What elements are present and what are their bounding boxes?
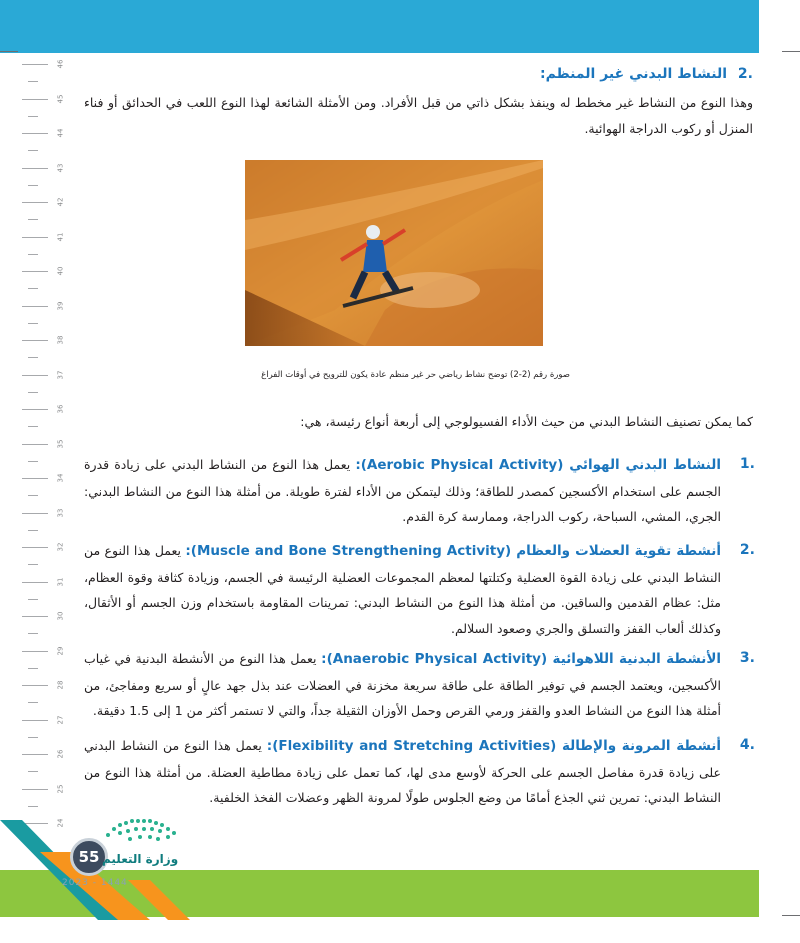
figure-caption: صورة رقم (2-2) توضح نشاط رياضي حر غير منظم عادة يكون للترويح في أوقات الفراغ (261, 370, 570, 380)
ruler-major-tick (22, 513, 48, 514)
ruler-major-tick (22, 789, 48, 790)
ruler-major-tick (22, 306, 48, 307)
ruler-major-tick (22, 478, 48, 479)
type-number: .4 (739, 737, 755, 753)
type-item-aerobic (84, 452, 753, 530)
ruler-number: 37 (56, 370, 65, 379)
ruler-minor-tick (28, 323, 38, 324)
ruler-major-tick (22, 168, 48, 169)
ruler-minor-tick (28, 116, 38, 117)
type-item-flexibility (84, 733, 753, 811)
section-heading (84, 66, 753, 82)
ruler-major-tick (22, 754, 48, 755)
ruler-minor-tick (28, 668, 38, 669)
ruler-number: 45 (56, 94, 65, 103)
ruler-number: 29 (56, 646, 65, 655)
ruler-number: 41 (56, 232, 65, 241)
ruler-major-tick (22, 375, 48, 376)
ruler-minor-tick (28, 81, 38, 82)
sandboarding-illustration (245, 160, 543, 346)
section-title: النشاط البدني غير المنظم: (539, 66, 728, 82)
ruler-minor-tick (28, 461, 38, 462)
ruler-minor-tick (28, 633, 38, 634)
ruler-major-tick (22, 99, 48, 100)
crop-mark (782, 51, 800, 52)
ruler-number: 34 (56, 473, 65, 483)
type-number: .1 (739, 456, 755, 472)
ruler-major-tick (22, 547, 48, 548)
ruler-number: 39 (56, 301, 65, 310)
type-title: أنشطة تقوية العضلات والعظام (Muscle and Bone Strengthening Activity): (185, 543, 721, 559)
ruler-major-tick (22, 409, 48, 410)
type-item-strength (84, 538, 753, 641)
ruler-number: 28 (56, 680, 65, 690)
ruler-number: 30 (56, 611, 65, 621)
section-paragraph: وهذا النوع من النشاط غير مخطط له وينفذ بشكل ذاتي من قبل الأفراد. ومن الأمثلة الشائعة لهذا النوع اللعب في الحدائق أو فناء المنزل أو ركوب الدراجة الهوائية. (84, 95, 753, 136)
ruler-number: 33 (56, 508, 65, 517)
type-title: أنشطة المرونة والإطالة (Flexibility and Stretching Activities): (266, 738, 721, 754)
ruler-number: 27 (56, 715, 65, 724)
ruler-major-tick (22, 444, 48, 445)
ruler-number: 38 (56, 335, 65, 345)
intro-paragraph: كما يمكن تصنيف النشاط البدني من حيث الأداء الفسيولوجي إلى أربعة أنواع رئيسة، هي: (300, 414, 753, 429)
ruler-major-tick (22, 133, 48, 134)
type-text: يعمل هذا النوع من النشاط البدني على زيادة قدرة الجسم على استخدام الأكسجين كمصدر للطاقة؛ وذلك ليتمكن من الأداء لفترة طويلة. من أمثلة هذا النوع من النشاط البدني: الجري، المشي، السباحة، ركوب الدراجة، وممارسة كرة القدم. (84, 457, 721, 524)
type-title: النشاط البدني الهوائي (Aerobic Physical Activity): (355, 457, 722, 473)
type-number: .3 (739, 650, 755, 666)
ruler-number: 42 (56, 197, 65, 207)
ruler-major-tick (22, 685, 48, 686)
ruler-number: 46 (56, 59, 65, 69)
ruler-minor-tick (28, 288, 38, 289)
ruler-major-tick (22, 340, 48, 341)
ruler-number: 35 (56, 439, 65, 448)
ruler-major-tick (22, 237, 48, 238)
ruler-minor-tick (28, 426, 38, 427)
ruler-number: 26 (56, 749, 65, 759)
ruler-major-tick (22, 202, 48, 203)
ruler-major-tick (22, 616, 48, 617)
ministry-name: وزارة التعليم (102, 852, 179, 866)
ruler-major-tick (22, 720, 48, 721)
crop-mark (0, 51, 18, 52)
header-bar (0, 0, 759, 53)
ruler-minor-tick (28, 771, 38, 772)
ruler-minor-tick (28, 219, 38, 220)
ruler-minor-tick (28, 495, 38, 496)
ruler-minor-tick (28, 806, 38, 807)
ruler-minor-tick (28, 564, 38, 565)
edition-year: 2023 - 1444 (62, 878, 128, 888)
ruler-minor-tick (28, 702, 38, 703)
type-text: يعمل هذا النوع من النشاط البدني على زيادة قدرة مفاصل الجسم على الحركة لأوسع مدى لها، كما تعمل على زيادة مطاطية العضلة. من أمثلة هذا النوع من النشاط البدني: تمرين ثني الجذع أمامًا من وضع الجلوس طولًا لمرونة الظهر وعضلات الفخذ الخلفية. (84, 738, 721, 805)
type-title: الأنشطة البدنية اللاهوائية (Anaerobic Physical Activity): (321, 651, 722, 667)
ruler-minor-tick (28, 185, 38, 186)
ruler-number: 40 (56, 266, 65, 276)
ruler-minor-tick (28, 357, 38, 358)
type-number: .2 (739, 542, 755, 558)
ruler-major-tick (22, 582, 48, 583)
ruler-major-tick (22, 271, 48, 272)
ministry-logo-dots (98, 815, 188, 849)
ruler-number: 43 (56, 163, 65, 172)
section-number: .2 (737, 66, 753, 82)
sandboarding-photo (245, 160, 543, 346)
ruler-major-tick (22, 651, 48, 652)
type-text: يعمل هذا النوع من النشاط البدني على زيادة القوة العضلية وكتلتها لمعظم المجموعات العضلية الرئيسة في الجسم، وزيادة كثافة وقوة العظام، مثل: عظام القدمين والساقين. من أمثلة هذا النوع من النشاط البدني: تمرينات المقاومة باستخدام وزن الجسم أو الأثقال، وكذلك ألعاب القفز والتسلق والجري وصعود السلالم. (84, 543, 721, 636)
ruler-major-tick (22, 64, 48, 65)
ruler-number: 31 (56, 577, 65, 586)
ruler-number: 44 (56, 128, 65, 138)
ruler-number: 25 (56, 784, 65, 793)
ruler-number: 32 (56, 542, 65, 552)
ruler-minor-tick (28, 530, 38, 531)
page-number-badge: 55 (70, 838, 108, 876)
type-item-anaerobic (84, 646, 753, 724)
type-text: يعمل هذا النوع من الأنشطة البدنية في غياب الأكسجين، ويعتمد الجسم في توفير الطاقة على طاقة سريعة مخزنة في العضلات عند بذل جهد عالٍ أو سريع ومفاجئ، من أمثلة هذا النوع من النشاط العدو والقفز ورمي القرص وحمل الأوزان الثقيلة جداً، والتي لا تستمر أكثر من 1 إلى 1.5 دقيقة. (84, 651, 721, 718)
ruler-number: 24 (56, 818, 65, 828)
ruler-minor-tick (28, 599, 38, 600)
ruler-minor-tick (28, 392, 38, 393)
ruler-number: 36 (56, 404, 65, 414)
ruler-minor-tick (28, 737, 38, 738)
ruler-minor-tick (28, 254, 38, 255)
page-ruler (22, 58, 70, 853)
ruler-minor-tick (28, 150, 38, 151)
crop-mark (782, 915, 800, 916)
